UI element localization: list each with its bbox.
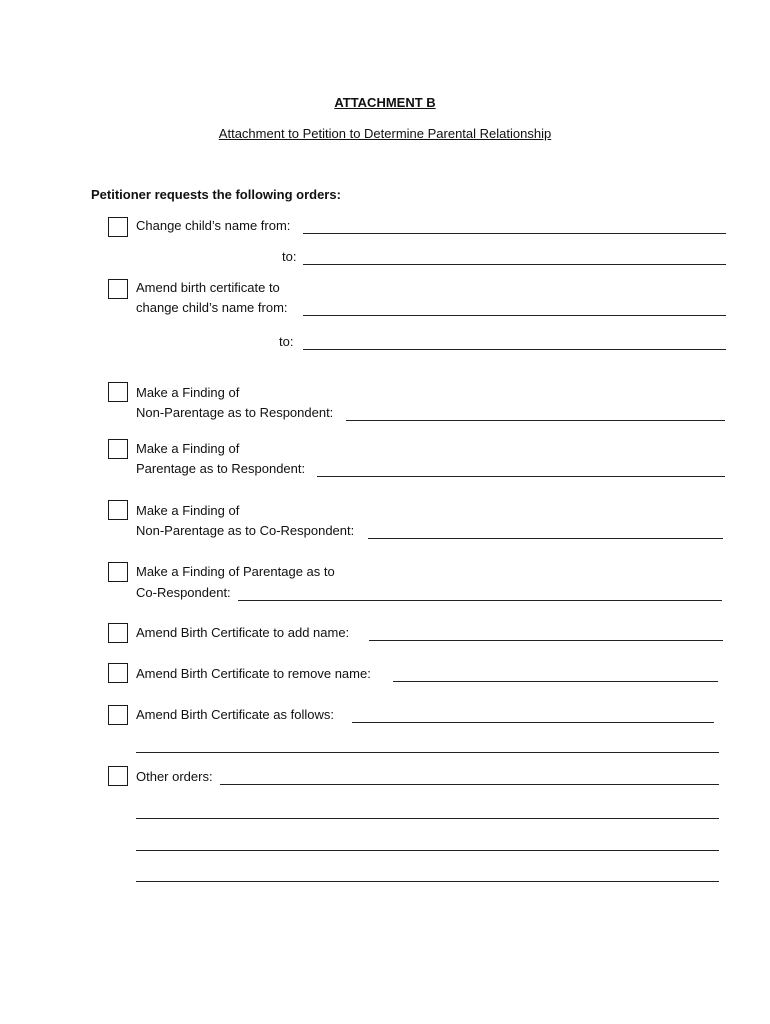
other-orders-label: Other orders: [136, 769, 213, 784]
checkbox-parentage-corespondent[interactable] [108, 562, 128, 582]
parentage-respondent-field[interactable] [317, 461, 725, 477]
underline [369, 640, 723, 641]
underline [317, 476, 725, 477]
underline [303, 315, 726, 316]
nonparentage-respondent-field[interactable] [346, 405, 725, 421]
amend-bc-name-to-label: to: [279, 334, 294, 349]
parentage-corespondent-label-1: Make a Finding of Parentage as to [136, 564, 335, 579]
parentage-corespondent-label-2: Co-Respondent: [136, 585, 231, 600]
page-title: ATTACHMENT B [334, 95, 436, 110]
nonparentage-corespondent-field[interactable] [368, 523, 723, 539]
bc-remove-name-label: Amend Birth Certificate to remove name: [136, 666, 371, 681]
nonparentage-corespondent-label-2: Non-Parentage as to Co-Respondent: [136, 523, 355, 538]
checkbox-bc-add-name[interactable] [108, 623, 128, 643]
checkbox-nonparentage-respondent[interactable] [108, 382, 128, 402]
change-name-from-field[interactable] [303, 218, 726, 234]
bc-as-follows-field[interactable] [352, 707, 714, 723]
underline [303, 264, 726, 265]
underline [136, 850, 719, 851]
checkbox-other-orders[interactable] [108, 766, 128, 786]
bc-remove-name-field[interactable] [393, 666, 718, 682]
underline [136, 881, 719, 882]
parentage-respondent-label-2: Parentage as to Respondent: [136, 461, 306, 476]
underline [220, 784, 719, 785]
checkbox-change-name[interactable] [108, 217, 128, 237]
amend-bc-name-label-1: Amend birth certificate to [136, 280, 280, 295]
checkbox-bc-remove-name[interactable] [108, 663, 128, 683]
parentage-corespondent-field[interactable] [238, 585, 722, 601]
bc-as-follows-continuation-field[interactable] [136, 737, 719, 753]
amend-bc-name-from-field[interactable] [303, 300, 726, 316]
other-orders-line-2[interactable] [136, 803, 719, 819]
amend-bc-name-label-2: change child’s name from: [136, 300, 288, 315]
nonparentage-respondent-label-2: Non-Parentage as to Respondent: [136, 405, 334, 420]
underline [352, 722, 714, 723]
bc-as-follows-label: Amend Birth Certificate as follows: [136, 707, 334, 722]
underline [346, 420, 725, 421]
change-name-to-label: to: [282, 249, 297, 264]
bc-add-name-label: Amend Birth Certificate to add name: [136, 625, 350, 640]
checkbox-parentage-respondent[interactable] [108, 439, 128, 459]
nonparentage-corespondent-label-1: Make a Finding of [136, 503, 240, 518]
checkbox-amend-bc-name[interactable] [108, 279, 128, 299]
underline [238, 600, 722, 601]
checkbox-bc-as-follows[interactable] [108, 705, 128, 725]
nonparentage-respondent-label-1: Make a Finding of [136, 385, 240, 400]
underline [303, 349, 726, 350]
underline [136, 752, 719, 753]
other-orders-line-4[interactable] [136, 866, 719, 882]
underline [368, 538, 723, 539]
other-orders-field[interactable] [220, 769, 719, 785]
page-subtitle: Attachment to Petition to Determine Parental Relationship [218, 126, 552, 141]
change-name-to-field[interactable] [303, 249, 726, 265]
other-orders-line-3[interactable] [136, 835, 719, 851]
orders-heading: Petitioner requests the following orders: [91, 187, 341, 202]
underline [303, 233, 726, 234]
checkbox-nonparentage-corespondent[interactable] [108, 500, 128, 520]
change-name-label: Change child’s name from: [136, 218, 291, 233]
underline [136, 818, 719, 819]
amend-bc-name-to-field[interactable] [303, 334, 726, 350]
bc-add-name-field[interactable] [369, 625, 723, 641]
parentage-respondent-label-1: Make a Finding of [136, 441, 240, 456]
underline [393, 681, 718, 682]
